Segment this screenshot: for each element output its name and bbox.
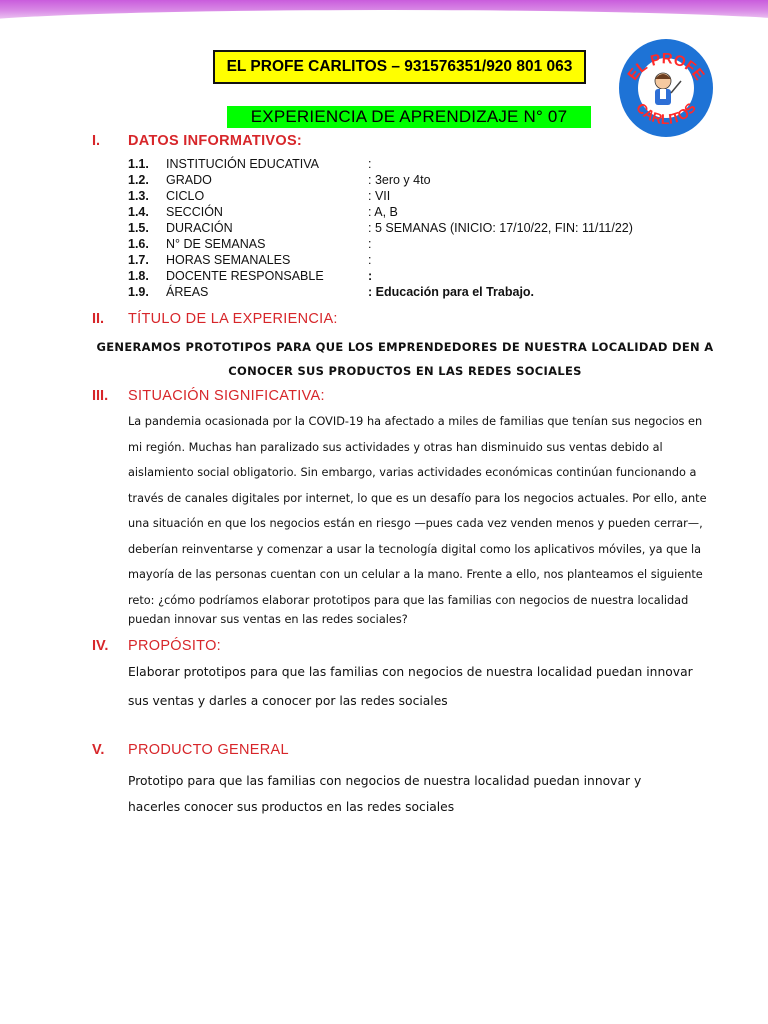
experience-heading-line: GENERAMOS PROTOTIPOS PARA QUE LOS EMPRENDEDORES DE NUESTRA LOCALIDAD DEN A [96, 340, 714, 354]
section-1-title: DATOS INFORMATIVOS: [128, 133, 303, 149]
info-value: : 3ero y 4to [368, 173, 431, 187]
section-2-title: TÍTULO DE LA EXPERIENCIA: [128, 311, 338, 327]
info-number: 1.4. [128, 205, 149, 219]
info-label: ÁREAS [166, 285, 209, 299]
info-number: 1.3. [128, 189, 149, 203]
situation-line: aislamiento social obligatorio. Sin embargo, varias actividades económicas continúan funcionando a [128, 466, 697, 479]
info-label: HORAS SEMANALES [166, 253, 291, 267]
purpose-line: sus ventas y darles a conocer por las redes sociales [128, 694, 448, 708]
top-band-curve [0, 10, 768, 40]
info-number: 1.7. [128, 253, 149, 267]
situation-line: una situación en que los negocios están en riesgo —pues cada vez venden menos y pueden cerrar—, [128, 517, 703, 530]
section-4-number: IV. [92, 638, 109, 654]
situation-line: deberían reinventarse y comenzar a usar la tecnología digital como los aplicativos móviles, ya que la [128, 543, 702, 556]
info-value: : [368, 237, 372, 251]
experience-title [227, 106, 591, 128]
section-4-title: PROPÓSITO: [128, 638, 221, 654]
svg-text:EL PROFE: EL PROFE [624, 50, 708, 84]
section-3-title: SITUACIÓN SIGNIFICATIVA: [128, 388, 325, 404]
info-number: 1.5. [128, 221, 149, 235]
info-number: 1.9. [128, 285, 149, 299]
info-label: DOCENTE RESPONSABLE [166, 269, 324, 283]
info-value: : VII [368, 189, 391, 203]
info-label: N° DE SEMANAS [166, 237, 266, 251]
info-label: SECCIÓN [166, 205, 223, 219]
info-label: DURACIÓN [166, 221, 233, 235]
info-label: GRADO [166, 173, 212, 187]
section-2-number: II. [92, 311, 105, 327]
situation-line: mi región. Muchas han paralizado sus actividades y otras han disminuido sus ventas debido al [128, 441, 663, 454]
situation-line: reto: ¿cómo podríamos elaborar prototipos para que las familias con negocios de nuestra localidad [128, 594, 689, 607]
info-number: 1.2. [128, 173, 149, 187]
section-1-number: I. [92, 133, 101, 149]
info-number: 1.1. [128, 157, 149, 171]
product-line: Prototipo para que las familias con negocios de nuestra localidad puedan innovar y [128, 774, 642, 788]
section-5-number: V. [92, 742, 105, 758]
svg-text:CARLITOS: CARLITOS [633, 99, 699, 128]
contact-banner-text: EL PROFE CARLITOS – 931576351/920 801 063 [226, 58, 573, 75]
profe-carlitos-logo [617, 37, 715, 139]
purpose-line: Elaborar prototipos para que las familias con negocios de nuestra localidad puedan innovar [128, 665, 693, 679]
situation-line: través de canales digitales por internet, lo que es un desafío para los negocios actuales. Por ello, ante [128, 492, 707, 505]
situation-line: puedan innovar sus ventas en las redes sociales? [128, 613, 408, 626]
info-value: : A, B [368, 205, 398, 219]
info-number: 1.6. [128, 237, 149, 251]
info-value: : [368, 269, 373, 283]
section-3-number: III. [92, 388, 109, 404]
situation-line: La pandemia ocasionada por la COVID-19 ha afectado a miles de familias que tenían sus negocios en [128, 415, 703, 428]
info-value: : [368, 157, 372, 171]
experience-title-text: EXPERIENCIA DE APRENDIZAJE N° 07 [250, 107, 568, 126]
info-value: : Educación para el Trabajo. [368, 285, 535, 299]
product-line: hacerles conocer sus productos en las redes sociales [128, 800, 455, 814]
info-label: CICLO [166, 189, 205, 203]
info-value: : 5 SEMANAS (INICIO: 17/10/22, FIN: 11/11/22) [368, 221, 633, 235]
contact-banner [213, 50, 586, 84]
experience-heading-line: CONOCER SUS PRODUCTOS EN LAS REDES SOCIALES [228, 364, 582, 378]
info-label: INSTITUCIÓN EDUCATIVA [166, 157, 320, 171]
situation-line: mayoría de las personas cuentan con un celular a la mano. Frente a ello, nos planteamos el siguiente [128, 568, 703, 581]
section-5-title: PRODUCTO GENERAL [128, 742, 289, 758]
info-number: 1.8. [128, 269, 149, 283]
info-value: : [368, 253, 372, 267]
